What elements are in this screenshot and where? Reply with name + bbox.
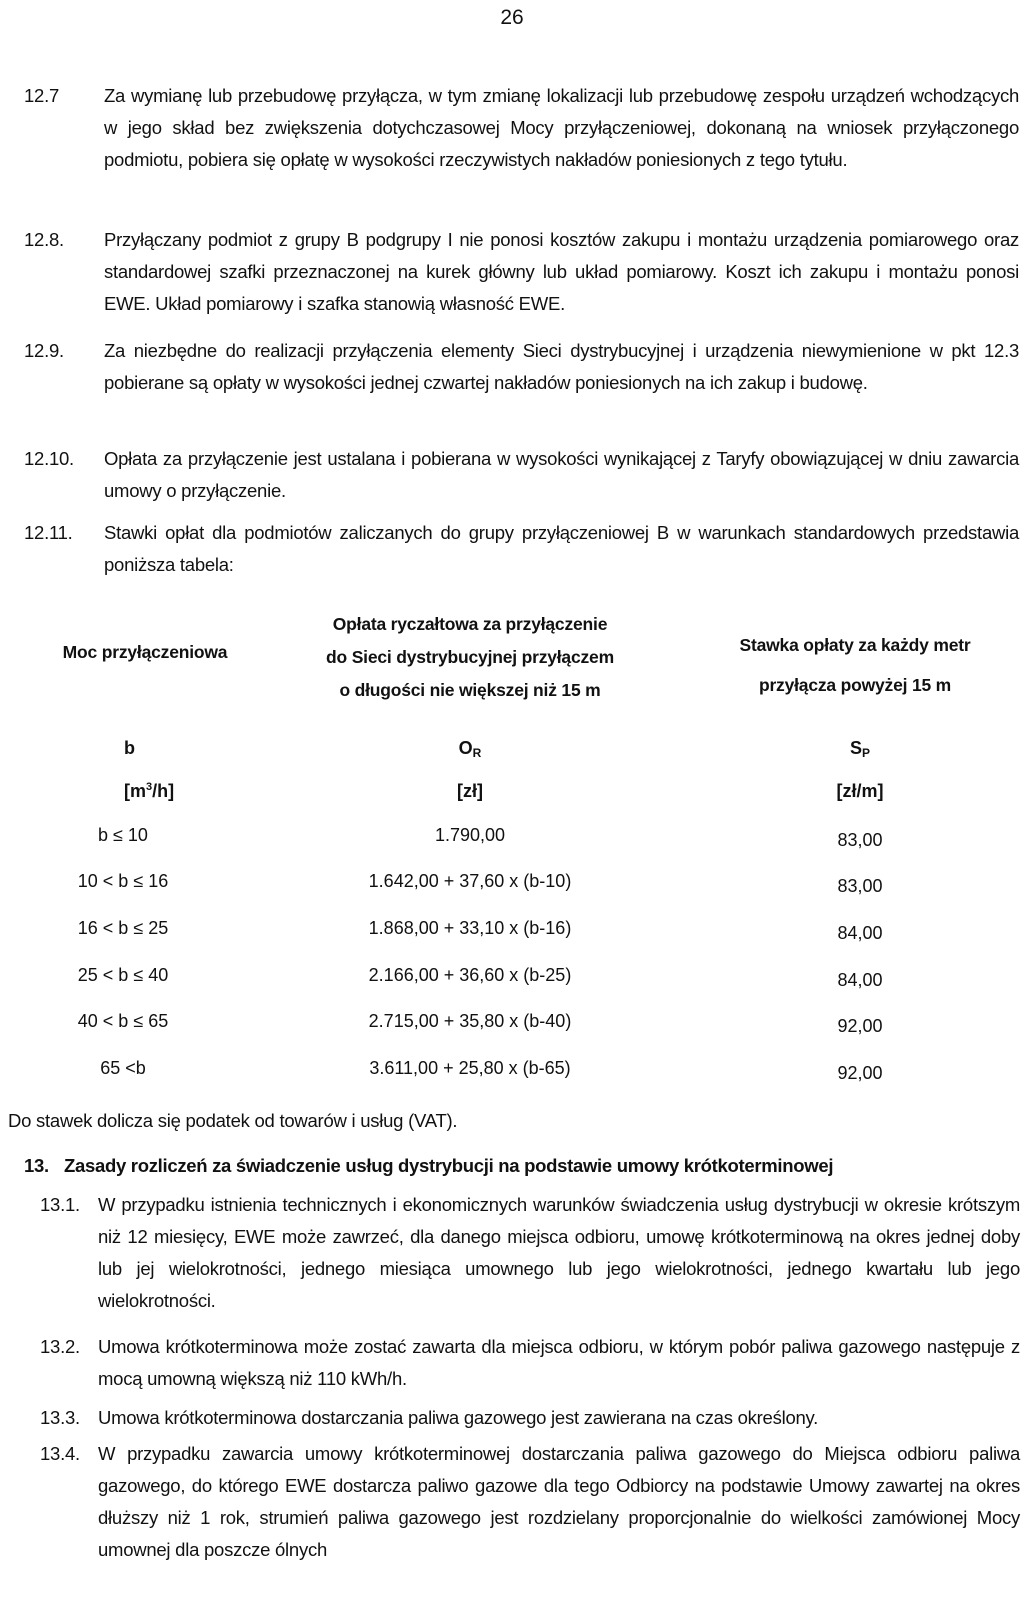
table-header-power: Moc przyłączeniowa: [62, 642, 228, 662]
header-line: Opłata ryczałtowa za przyłączenie: [332, 614, 608, 634]
paragraph-number: 13.2.: [40, 1336, 80, 1357]
paragraph-number: 12.8.: [24, 229, 64, 250]
paragraph-12-7: [24, 80, 1019, 176]
symbol-or-main: O: [458, 738, 473, 758]
paragraph-12-9: [24, 335, 1019, 399]
paragraph-text: Za niezbędne do realizacji przyłączenia elementy Sieci dystrybucyjnej i urządzenia niewymienione w pkt 12.3 pobierane są opłaty w wysokości jednej czwartej nakładów poniesionych na ich zakup i budowę.: [104, 340, 1019, 393]
page-number: 26: [500, 6, 524, 29]
header-line: przyłącza powyżej 15 m: [758, 675, 952, 695]
cell-lump-sum: 2.715,00 + 35,80 x (b-40): [368, 1011, 572, 1031]
unit-b-pre: [m: [124, 781, 146, 801]
paragraph-13-1: [40, 1189, 1020, 1317]
cell-lump-sum: 1.790,00: [434, 825, 506, 845]
vat-note: Do stawek dolicza się podatek od towarów i usług (VAT).: [8, 1110, 458, 1131]
paragraph-number: 13.4.: [40, 1443, 80, 1464]
paragraph-number: 13.1.: [40, 1194, 80, 1215]
cell-rate: 92,00: [837, 1016, 883, 1036]
symbol-or: [270, 738, 670, 760]
header-line: do Sieci dystrybucyjnej przyłączem: [326, 647, 614, 667]
unit-or: [zł]: [457, 781, 483, 801]
paragraph-12-8: [24, 224, 1019, 320]
paragraph-text: Opłata za przyłączenie jest ustalana i pobierana w wysokości wynikającej z Taryfy obowiązującej w dniu zawarcia umowy o przyłączenie.: [104, 448, 1019, 501]
symbol-b: b: [124, 738, 135, 758]
table-header-lump-sum: [250, 608, 690, 707]
cell-range: b ≤ 10: [98, 825, 148, 845]
paragraph-13-2: [40, 1331, 1020, 1395]
paragraph-12-10: [24, 443, 1019, 507]
cell-lump-sum: 1.868,00 + 33,10 x (b-16): [368, 918, 572, 938]
unit-b: [124, 781, 174, 802]
paragraph-12-11: [24, 517, 1019, 581]
paragraph-text: W przypadku istnienia technicznych i ekonomicznych warunków świadczenia usług dystrybucji w okresie krótszym niż 12 miesięcy, EWE może zawrzeć, dla danego miejsca odbioru, umowę krótkoterminową na okres jednej doby lub jej wielokrotności, jednego miesiąca umownego lub jego wielokrotności, jednego kwartału lub jego wielokrotności.: [98, 1194, 1020, 1311]
unit-b-post: /h]: [152, 781, 175, 801]
cell-range: 16 < b ≤ 25: [77, 918, 169, 938]
cell-rate: 83,00: [837, 876, 883, 896]
header-line: o długości nie większej niż 15 m: [339, 680, 601, 700]
cell-range: 25 < b ≤ 40: [77, 965, 169, 985]
header-line: Stawka opłaty za każdy metr: [739, 635, 971, 655]
paragraph-text: Za wymianę lub przebudowę przyłącza, w tym zmianę lokalizacji lub przebudowę zespołu urządzeń wchodzących w jego skład bez zwiększenia dotychczasowej Mocy przyłączeniowej, dokonaną na wniosek przyłączonego podmiotu, pobiera się opłatę w wysokości rzeczywistych nakładów poniesionych z tego tytułu.: [104, 85, 1019, 170]
symbol-or-sub: R: [472, 746, 482, 760]
cell-lump-sum: 3.611,00 + 25,80 x (b-65): [369, 1058, 571, 1078]
cell-range: 40 < b ≤ 65: [77, 1011, 169, 1031]
section-13-heading: [24, 1155, 1019, 1177]
unit-b-sup: 3: [146, 781, 153, 793]
paragraph-number: 12.9.: [24, 340, 64, 361]
paragraph-number: 12.11.: [24, 522, 73, 543]
cell-range: 65 <b: [100, 1058, 146, 1078]
paragraph-text: Stawki opłat dla podmiotów zaliczanych do grupy przyłączeniowej B w warunkach standardowych przedstawia poniższa tabela:: [104, 522, 1019, 575]
symbol-sp-main: S: [849, 738, 862, 758]
cell-rate: 84,00: [837, 970, 883, 990]
symbol-sp: [740, 738, 980, 760]
paragraph-13-3: [40, 1402, 1020, 1434]
symbol-sp-sub: P: [862, 746, 871, 760]
cell-lump-sum: 1.642,00 + 37,60 x (b-10): [368, 871, 572, 891]
cell-range: 10 < b ≤ 16: [77, 871, 169, 891]
section-number: 13.: [24, 1155, 49, 1176]
cell-rate: 83,00: [837, 830, 883, 850]
paragraph-text: Umowa krótkoterminowa dostarczania paliwa gazowego jest zawierana na czas określony.: [98, 1407, 819, 1428]
paragraph-number: 12.10.: [24, 448, 74, 469]
paragraph-number: 13.3.: [40, 1407, 80, 1428]
cell-rate: 92,00: [837, 1063, 883, 1083]
paragraph-text: W przypadku zawarcia umowy krótkoterminowej dostarczania paliwa gazowego do Miejsca odbioru paliwa gazowego, do którego EWE dostarcza paliwo gazowe dla tego Odbiorcy na podstawie Umowy zawartej na okres dłuższy niż 1 rok, strumień paliwa gazowego jest rozdzielany proporcjonalnie do wielkości zamówionej Mocy umownej dla poszcze ólnych: [98, 1443, 1020, 1560]
unit-sp: [zł/m]: [836, 781, 884, 801]
cell-rate: 84,00: [837, 923, 883, 943]
cell-lump-sum: 2.166,00 + 36,60 x (b-25): [368, 965, 572, 985]
paragraph-text: Przyłączany podmiot z grupy B podgrupy I nie ponosi kosztów zakupu i montażu urządzenia pomiarowego oraz standardowej szafki przeznaczonej na kurek główny lub układ pomiarowy. Koszt ich zakupu i montażu ponosi EWE. Układ pomiarowy i szafka stanowią własność EWE.: [104, 229, 1019, 314]
paragraph-13-4: [40, 1438, 1020, 1566]
paragraph-number: 12.7: [24, 85, 60, 106]
table-header-rate-per-metre: [690, 625, 1020, 705]
paragraph-text: Umowa krótkoterminowa może zostać zawarta dla miejsca odbioru, w którym pobór paliwa gazowego następuje z mocą umowną większą niż 110 kWh/h.: [98, 1336, 1020, 1389]
section-title: Zasady rozliczeń za świadczenie usług dystrybucji na podstawie umowy krótkoterminowej: [64, 1155, 834, 1176]
